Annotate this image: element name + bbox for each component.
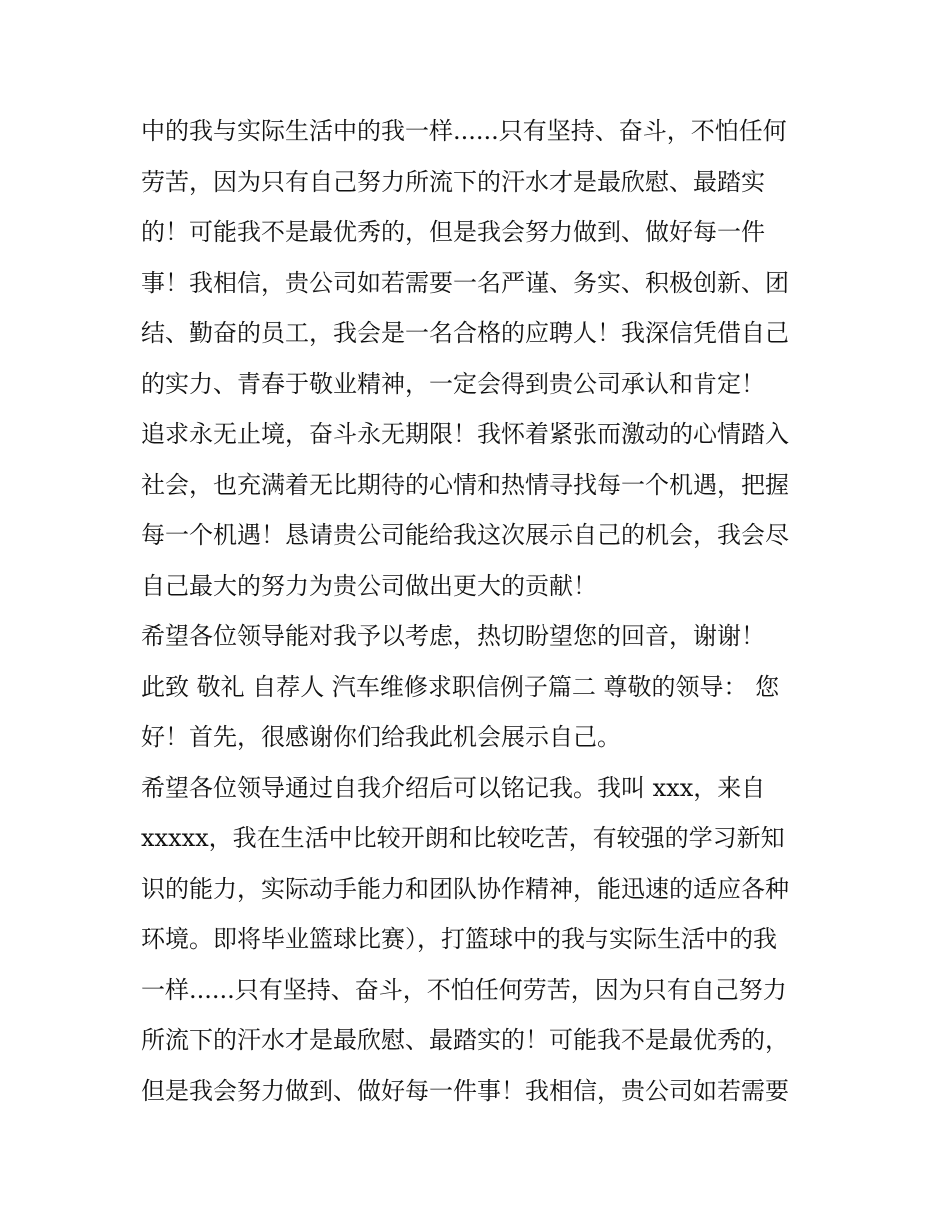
text-line: 社会，也充满着无比期待的心情和热情寻找每一个机遇，把握 [141, 470, 789, 499]
text-line: 中的我与实际生活中的我一样......只有坚持、奋斗，不怕任何 [141, 117, 787, 145]
text-line: 希望各位领导通过自我介绍后可以铭记我。我叫 xxx，来自 [141, 773, 766, 802]
text-line: 结、勤奋的员工，我会是一名合格的应聘人！我深信凭借自己 [141, 319, 789, 347]
text-line: 识的能力，实际动手能力和团队协作精神，能迅速的适应各种 [141, 874, 789, 903]
text-line: 追求永无止境，奋斗永无期限！我怀着紧张而激动的心情踏入 [141, 420, 789, 448]
text-line: 的实力、青春于敬业精神，一定会得到贵公司承认和肯定！ [141, 369, 765, 398]
text-line: 好！首先，很感谢你们给我此机会展示自己。 [141, 723, 621, 751]
text-line: 但是我会努力做到、做好每一件事！我相信，贵公司如若需要 [141, 1076, 789, 1105]
text-line: 所流下的汗水才是最欣慰、最踏实的！可能我不是最优秀的， [141, 1026, 789, 1054]
text-line: 此致 敬礼 自荐人 汽车维修求职信例子篇二 尊敬的领导： 您 [141, 672, 780, 701]
text-line: 环境。即将毕业篮球比赛），打篮球中的我与实际生活中的我 [141, 925, 777, 953]
body-text [141, 106, 821, 1116]
text-line: 希望各位领导能对我予以考虑，热切盼望您的回音，谢谢！ [141, 622, 765, 650]
text-line: 的！可能我不是最优秀的，但是我会努力做到、做好每一件 [141, 218, 765, 246]
text-line: xxxxx，我在生活中比较开朗和比较吃苦，有较强的学习新知 [141, 824, 785, 852]
text-line: 每一个机遇！恳请贵公司能给我这次展示自己的机会，我会尽 [141, 521, 789, 549]
text-line: 一样......只有坚持、奋斗，不怕任何劳苦，因为只有自己努力 [141, 975, 787, 1004]
text-line: 事！我相信，贵公司如若需要一名严谨、务实、积极创新、团 [141, 268, 789, 297]
text-line: 劳苦，因为只有自己努力所流下的汗水才是最欣慰、最踏实 [141, 167, 765, 196]
text-line: 自己最大的努力为贵公司做出更大的贡献！ [141, 571, 597, 600]
